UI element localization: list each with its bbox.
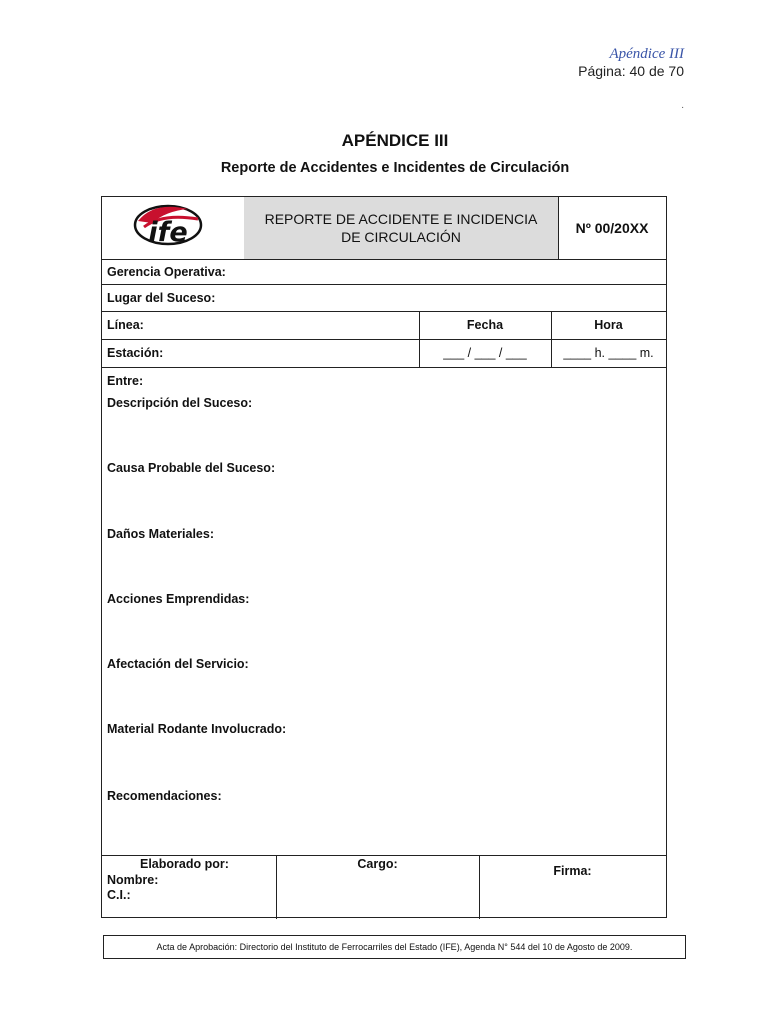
danos-label: Daños Materiales: bbox=[107, 527, 214, 541]
logo-text: ife bbox=[148, 217, 188, 248]
afectacion-label: Afectación del Servicio: bbox=[107, 657, 249, 671]
fecha-field[interactable]: ___ / ___ / ___ bbox=[443, 346, 527, 360]
ci-label: C.I.: bbox=[107, 888, 131, 902]
header-dot: . bbox=[681, 100, 684, 111]
linea-label: Línea: bbox=[107, 318, 144, 332]
nombre-label: Nombre: bbox=[107, 873, 159, 887]
ife-logo-icon bbox=[102, 197, 244, 259]
lugar-label: Lugar del Suceso: bbox=[107, 291, 216, 305]
document-title: APÉNDICE III bbox=[341, 131, 449, 150]
recomendaciones-label: Recomendaciones: bbox=[107, 789, 222, 803]
approval-footer: Acta de Aprobación: Directorio del Instituto de Ferrocarriles del Estado (IFE), Agenda N° 544 del 10 de Agosto de 2009. bbox=[103, 935, 686, 959]
entre-label: Entre: bbox=[107, 374, 144, 388]
firma-label: Firma: bbox=[553, 864, 592, 878]
estacion-label: Estación: bbox=[107, 346, 164, 360]
causa-label: Causa Probable del Suceso: bbox=[107, 461, 276, 475]
page-header-appendix: Apéndice III bbox=[609, 46, 684, 62]
hora-field[interactable]: ____ h. ____ m. bbox=[563, 346, 654, 360]
page-number: Página: 40 de 70 bbox=[578, 63, 684, 79]
form-heading: REPORTE DE ACCIDENTE E INCIDENCIA DE CIRCULACIÓN bbox=[244, 197, 558, 259]
fecha-label: Fecha bbox=[466, 318, 504, 332]
cargo-label: Cargo: bbox=[357, 857, 398, 871]
report-number: Nº 00/20XX bbox=[575, 220, 649, 236]
hora-label: Hora bbox=[594, 318, 623, 332]
ife-logo bbox=[102, 197, 244, 259]
acciones-label: Acciones Emprendidas: bbox=[107, 592, 250, 606]
elaborado-label: Elaborado por: bbox=[140, 857, 229, 871]
descripcion-label: Descripción del Suceso: bbox=[107, 396, 253, 410]
gerencia-label: Gerencia Operativa: bbox=[107, 265, 226, 279]
report-form bbox=[101, 196, 667, 918]
material-label: Material Rodante Involucrado: bbox=[107, 722, 287, 736]
document-subtitle: Reporte de Accidentes e Incidentes de Circulación bbox=[220, 160, 570, 176]
